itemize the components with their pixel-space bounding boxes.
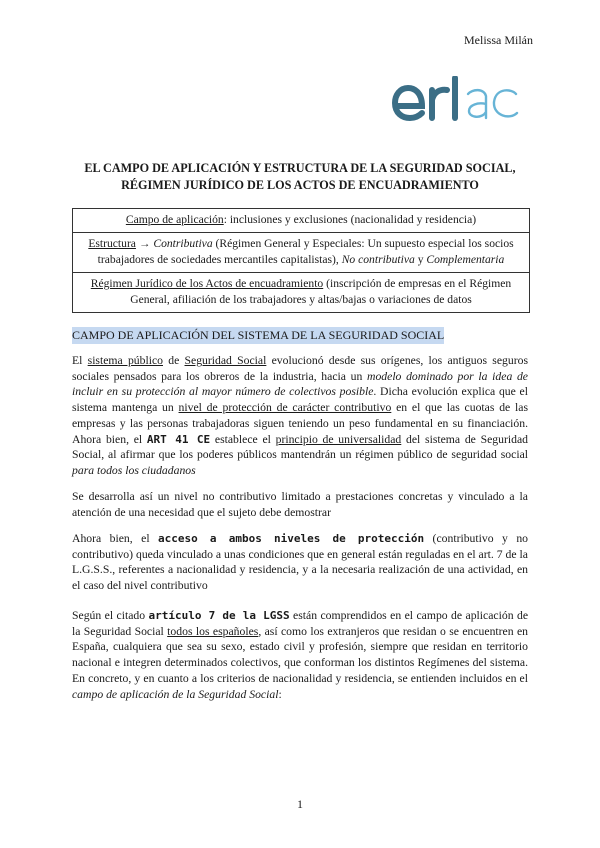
p1-underline-3: nivel de protección de carácter contributivo <box>178 401 392 415</box>
campo-text: : inclusiones y exclusiones (nacionalidad y residencia) <box>223 213 477 226</box>
p4-text-c: están comprendidos en el campo de aplicación de la Seguridad Social <box>72 609 529 638</box>
page-number: 1 <box>297 797 303 811</box>
p3-bold: acceso a ambos niveles de protección <box>158 532 425 545</box>
p4-text-a: Según el citado <box>72 609 149 622</box>
erlac-logo <box>392 76 522 133</box>
p1-text-f: establece el <box>210 432 276 446</box>
p3-text-c: (contributivo y no contributivo) queda vinculado a unas condiciones que en general están reguladas en el art. 7 de la L.G.S.S., referentes a nacionalidad y residencia, y a la necesaria realización de una actividad, en el caso del nivel contributivo <box>72 532 529 593</box>
p1-text-d: . Dicha evolución explica que el sistema mantenga un <box>72 385 528 415</box>
summary-row-campo <box>73 209 529 233</box>
estructura-text: (Régimen General y Especiales: Un supuesto especial los socios trabajadores de sociedades mercantiles capitalistas), <box>97 237 514 266</box>
paragraph-3 <box>72 531 528 594</box>
title-line-2: RÉGIMEN JURÍDICO DE LOS ACTOS DE ENCUADRAMIENTO <box>121 178 479 192</box>
document-title <box>70 160 530 194</box>
summary-row-estructura <box>73 233 529 273</box>
p1-text-c: evolucionó desde sus orígenes, los antiguos seguros sociales pensados para los obreros de la industria, hacia un <box>72 354 528 383</box>
estructura-link: Estructura <box>88 237 136 250</box>
contributiva-text: Contributiva <box>153 237 213 250</box>
section-heading: CAMPO DE APLICACIÓN DEL SISTEMA DE LA SEGURIDAD SOCIAL <box>72 328 445 342</box>
p4-underline-1: todos los españoles <box>167 624 259 638</box>
summary-box <box>72 208 530 313</box>
complementaria-text: Complementaria <box>426 253 505 266</box>
no-contributiva-text: No contributiva <box>341 253 415 266</box>
p3-text-a: Ahora bien, el <box>72 532 159 545</box>
p1-text-b: de <box>163 354 185 367</box>
p1-text-a: El <box>72 354 88 367</box>
title-line-1: EL CAMPO DE APLICACIÓN Y ESTRUCTURA DE LA SEGURIDAD SOCIAL, <box>84 161 516 175</box>
paragraph-1 <box>72 353 528 479</box>
arrow-icon: → <box>135 237 154 250</box>
regimen-text: (inscripción de empresas en el Régimen General, afiliación de los trabajadores y altas/bajas o variaciones de datos <box>130 277 512 306</box>
p1-italic-2: para todos los ciudadanos <box>72 463 196 477</box>
p4-text-e: : <box>278 687 282 701</box>
p4-italic-1: campo de aplicación de la Seguridad Social <box>72 687 279 701</box>
p1-underline-1: sistema público <box>87 354 163 367</box>
p1-text-e: en el que las cuotas de las empresas y las personas trabajadoras siguen teniendo un peso fundamental en su financiación. Ahora bien, el <box>72 401 528 446</box>
p1-text-g: del sistema de Seguridad Social, al afirmar que los poderes públicos mantendrán un régimen público de seguridad social <box>72 432 528 462</box>
p4-bold: artículo 7 de la LGSS <box>148 609 290 622</box>
p4-text-d: , así como los extranjeros que residan o se encuentren en España, cualquiera que sea su sexo, estado civil y profesión, siempre que residan en territorio nacional e integren determinados colectivos, que conforman los distintos Regímenes del sistema. En concreto, y en cuanto a los criterios de nacionalidad y residencia, se entienden incluidos en el <box>72 624 528 685</box>
p1-underline-2: Seguridad Social <box>184 354 267 367</box>
p1-underline-4: principio de universalidad <box>275 432 402 446</box>
campo-link: Campo de aplicación <box>125 213 224 226</box>
erlac-logo-graphic <box>392 76 522 128</box>
y-text: y <box>414 253 427 266</box>
paragraph-2: Se desarrolla así un nivel no contributivo limitado a prestaciones concretas y vinculado a la atención de una necesidad que el sujeto debe demostrar <box>72 490 528 519</box>
regimen-link: Régimen Jurídico de los Actos de encuadramiento <box>90 277 324 290</box>
author-name: Melissa Milán <box>464 33 533 47</box>
summary-row-regimen <box>73 273 529 312</box>
paragraph-4 <box>72 608 528 702</box>
p1-italic-1: modelo dominado por la idea de incluir en su protección al mayor número de colectivos posible <box>72 369 528 399</box>
p1-bold-art41: ART 41 CE <box>146 432 211 446</box>
